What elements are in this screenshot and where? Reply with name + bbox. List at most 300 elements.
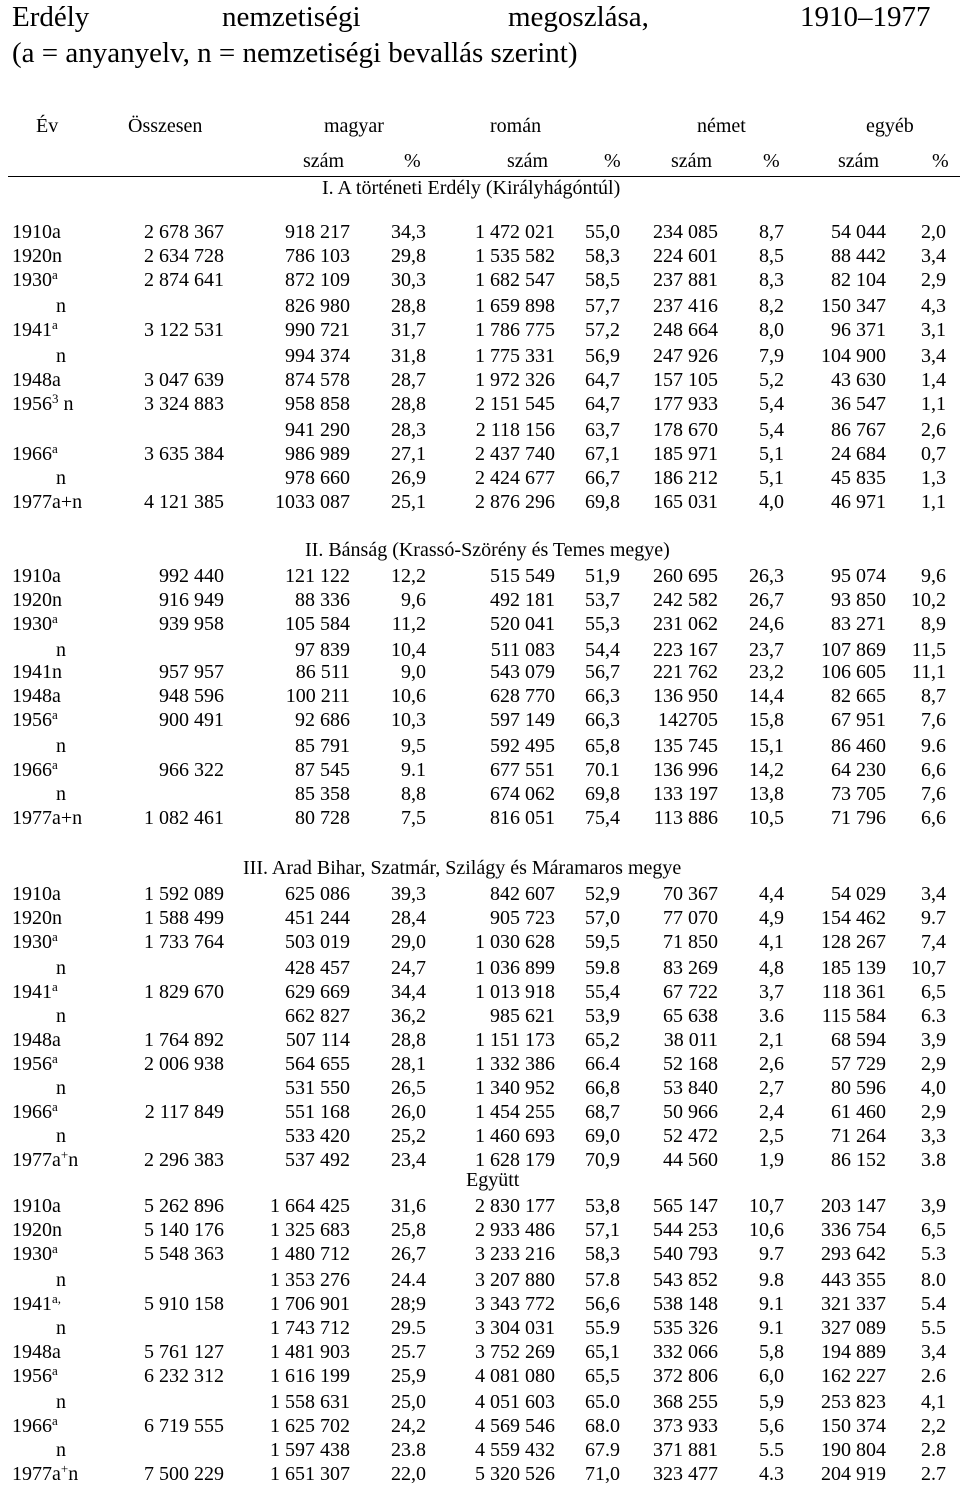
cell-roman-szam: 2 151 545: [475, 393, 555, 415]
cell-nemet-szam: 53 840: [663, 1077, 718, 1099]
cell-nemet-pct: 14,2: [749, 759, 784, 781]
cell-egyeb-szam: 24 684: [831, 443, 886, 465]
table-row: [0, 318, 960, 342]
cell-year-tail: n: [68, 1149, 79, 1171]
table-row: [0, 612, 960, 636]
header-group-magyar: magyar: [324, 115, 384, 137]
cell-nemet-pct: 8,5: [759, 245, 784, 267]
cell-year-sup: a: [52, 267, 58, 282]
cell-egyeb-szam: 82 104: [831, 269, 886, 291]
table-row: [0, 244, 960, 268]
cell-egyeb-pct: 5.3: [921, 1243, 946, 1265]
cell-magyar-pct: 31,7: [391, 319, 426, 341]
cell-nemet-szam: 44 560: [663, 1149, 718, 1171]
cell-year-sup: a: [52, 757, 58, 772]
cell-roman-pct: 63,7: [585, 419, 620, 441]
table-row: [0, 1004, 960, 1028]
cell-roman-pct: 64,7: [585, 393, 620, 415]
table-row: [0, 588, 960, 612]
cell-egyeb-szam: 93 850: [831, 589, 886, 611]
cell-nemet-pct: 23,7: [749, 639, 784, 661]
cell-roman-szam: 597 149: [490, 709, 555, 731]
cell-nemet-szam: 237 416: [653, 295, 718, 317]
cell-total: 6 232 312: [144, 1365, 224, 1387]
cell-roman-szam: 1 332 386: [475, 1053, 555, 1075]
table-row: [0, 906, 960, 930]
cell-nemet-pct: 4,1: [759, 931, 784, 953]
title-word-2: nemzetiségi: [222, 1, 361, 33]
cell-nemet-pct: 8,3: [759, 269, 784, 291]
cell-egyeb-pct: 3,4: [921, 1341, 946, 1363]
cell-egyeb-pct: 2.7: [921, 1463, 946, 1485]
cell-egyeb-szam: 80 596: [831, 1077, 886, 1099]
cell-roman-szam: 1 535 582: [475, 245, 555, 267]
table-row: [0, 1242, 960, 1266]
cell-roman-pct: 57,7: [585, 295, 620, 317]
cell-year-sup: a: [52, 1413, 58, 1428]
cell-year: [12, 490, 82, 514]
cell-magyar-szam: 105 584: [285, 613, 350, 635]
cell-magyar-pct: 7,5: [401, 807, 426, 829]
cell-roman-pct: 58,5: [585, 269, 620, 291]
cell-egyeb-szam: 154 462: [821, 907, 886, 929]
cell-nemet-pct: 3,7: [759, 981, 784, 1003]
cell-egyeb-szam: 73 705: [831, 783, 886, 805]
cell-nemet-pct: 8,2: [759, 295, 784, 317]
cell-magyar-pct: 25,2: [391, 1125, 426, 1147]
cell-nemet-pct: 5,8: [759, 1341, 784, 1363]
cell-nemet-pct: 26,7: [749, 589, 784, 611]
cell-nemet-pct: 2,4: [759, 1101, 784, 1123]
table-row: [0, 1462, 960, 1486]
cell-nemet-szam: 234 085: [653, 221, 718, 243]
cell-roman-szam: 1 659 898: [475, 295, 555, 317]
cell-roman-szam: 674 062: [490, 783, 555, 805]
cell-year: [12, 220, 61, 244]
cell-year-text: n: [56, 735, 66, 757]
cell-nemet-pct: 5,4: [759, 393, 784, 415]
cell-year-text: n: [56, 639, 66, 661]
cell-total: 966 322: [159, 759, 224, 781]
cell-egyeb-szam: 86 767: [831, 419, 886, 441]
table-row: [0, 1268, 960, 1292]
cell-year-text: 1941: [12, 1293, 52, 1315]
header-num: szám: [507, 150, 549, 172]
cell-nemet-pct: 8,7: [759, 221, 784, 243]
table-row: [0, 220, 960, 244]
cell-magyar-szam: 1 743 712: [270, 1317, 350, 1339]
cell-total: 900 491: [159, 709, 224, 731]
cell-year-text: 1956: [12, 1053, 52, 1075]
header-num: szám: [838, 150, 880, 172]
cell-roman-szam: 4 559 432: [475, 1439, 555, 1461]
cell-egyeb-pct: 2,9: [921, 1101, 946, 1123]
table-row: [0, 956, 960, 980]
cell-magyar-pct: 29.5: [391, 1317, 426, 1339]
cell-roman-szam: 5 320 526: [475, 1463, 555, 1485]
cell-egyeb-szam: 118 361: [821, 981, 886, 1003]
cell-roman-pct: 58,3: [585, 245, 620, 267]
cell-magyar-szam: 1 651 307: [270, 1463, 350, 1485]
cell-magyar-pct: 9.1: [401, 759, 426, 781]
table-row: [0, 564, 960, 588]
table-row: [0, 1218, 960, 1242]
cell-nemet-szam: 186 212: [653, 467, 718, 489]
cell-nemet-szam: 83 269: [663, 957, 718, 979]
cell-year-text: 1930: [12, 1243, 52, 1265]
cell-nemet-pct: 10,7: [749, 1195, 784, 1217]
cell-roman-pct: 53,9: [585, 1005, 620, 1027]
cell-total: 3 635 384: [144, 443, 224, 465]
cell-magyar-szam: 958 858: [285, 393, 350, 415]
cell-roman-szam: 2 876 296: [475, 491, 555, 513]
cell-year-text: 1966: [12, 1415, 52, 1437]
cell-roman-szam: 2 437 740: [475, 443, 555, 465]
cell-nemet-szam: 142705: [658, 709, 718, 731]
cell-roman-szam: 2 118 156: [475, 419, 555, 441]
cell-egyeb-szam: 106 605: [821, 661, 886, 683]
table-row: [0, 368, 960, 392]
cell-nemet-pct: 9.7: [759, 1243, 784, 1265]
cell-egyeb-szam: 162 227: [821, 1365, 886, 1387]
cell-magyar-szam: 428 457: [285, 957, 350, 979]
cell-magyar-szam: 1 558 631: [270, 1391, 350, 1413]
cell-nemet-pct: 2,7: [759, 1077, 784, 1099]
cell-magyar-szam: 629 669: [285, 981, 350, 1003]
title-word-1: Erdély: [12, 1, 90, 33]
cell-egyeb-szam: 43 630: [831, 369, 886, 391]
cell-magyar-szam: 986 989: [285, 443, 350, 465]
cell-year-sup: a: [52, 441, 58, 456]
cell-egyeb-pct: 10,7: [911, 957, 946, 979]
cell-year-text: 1930: [12, 931, 52, 953]
cell-nemet-pct: 5.5: [759, 1439, 784, 1461]
cell-magyar-pct: 29,0: [391, 931, 426, 953]
cell-egyeb-pct: 7,6: [921, 783, 946, 805]
cell-magyar-szam: 85 791: [295, 735, 350, 757]
cell-year: [12, 318, 58, 342]
table-row: [0, 782, 960, 806]
cell-egyeb-pct: 3,4: [921, 245, 946, 267]
cell-nemet-szam: 133 197: [653, 783, 718, 805]
cell-nemet-szam: 540 793: [653, 1243, 718, 1265]
cell-year-text: 1977a+n: [12, 807, 83, 829]
cell-roman-pct: 58,3: [585, 1243, 620, 1265]
cell-year-text: 1956: [12, 709, 52, 731]
cell-year-text: 1977a: [12, 1149, 61, 1171]
cell-roman-pct: 67.9: [585, 1439, 620, 1461]
header-year: Év: [36, 115, 59, 137]
cell-total: 2 006 938: [144, 1053, 224, 1075]
cell-nemet-pct: 2,6: [759, 1053, 784, 1075]
cell-year: [56, 294, 66, 318]
cell-year-sup: a: [52, 1099, 58, 1114]
cell-roman-pct: 69,8: [585, 783, 620, 805]
cell-roman-pct: 65,5: [585, 1365, 620, 1387]
cell-roman-szam: 511 083: [490, 639, 555, 661]
cell-total: 916 949: [159, 589, 224, 611]
cell-roman-pct: 57,1: [585, 1219, 620, 1241]
cell-magyar-szam: 533 420: [285, 1125, 350, 1147]
cell-nemet-pct: 2,5: [759, 1125, 784, 1147]
cell-year-text: n: [56, 467, 66, 489]
cell-nemet-pct: 8,0: [759, 319, 784, 341]
cell-nemet-szam: 323 477: [653, 1463, 718, 1485]
cell-year-text: 1920n: [12, 1219, 62, 1241]
cell-egyeb-pct: 10,2: [911, 589, 946, 611]
cell-year-text: 1956: [12, 393, 52, 415]
cell-nemet-szam: 538 148: [653, 1293, 718, 1315]
table-row: [0, 930, 960, 954]
table-row: [0, 1292, 960, 1316]
cell-year-tail: n: [58, 393, 74, 415]
cell-nemet-szam: 71 850: [663, 931, 718, 953]
cell-year-text: n: [56, 783, 66, 805]
cell-magyar-pct: 28,8: [391, 1029, 426, 1051]
cell-total: 3 122 531: [144, 319, 224, 341]
cell-roman-szam: 1 786 775: [475, 319, 555, 341]
cell-magyar-pct: 25,0: [391, 1391, 426, 1413]
cell-year: [12, 368, 61, 392]
cell-roman-pct: 66,3: [585, 709, 620, 731]
cell-egyeb-szam: 194 889: [821, 1341, 886, 1363]
cell-roman-pct: 70,9: [585, 1149, 620, 1171]
cell-year-sup: a: [52, 707, 58, 722]
cell-roman-pct: 66.4: [585, 1053, 620, 1075]
cell-roman-pct: 69,8: [585, 491, 620, 513]
section-title: III. Arad Bihar, Szatmár, Szilágy és Máramaros megye: [243, 857, 682, 879]
cell-year: [56, 782, 66, 806]
cell-magyar-szam: 1 481 903: [270, 1341, 350, 1363]
table-row: [0, 1100, 960, 1124]
cell-egyeb-szam: 71 264: [831, 1125, 886, 1147]
section-title: I. A történeti Erdély (Királyhágóntúl): [322, 177, 621, 199]
cell-roman-pct: 57.8: [585, 1269, 620, 1291]
cell-nemet-pct: 5,6: [759, 1415, 784, 1437]
cell-year-text: n: [56, 1317, 66, 1339]
cell-roman-szam: 492 181: [490, 589, 555, 611]
cell-egyeb-pct: 6,6: [921, 807, 946, 829]
cell-magyar-szam: 874 578: [285, 369, 350, 391]
cell-year-text: 1966: [12, 759, 52, 781]
cell-year: [12, 684, 61, 708]
cell-magyar-szam: 1 325 683: [270, 1219, 350, 1241]
cell-nemet-szam: 224 601: [653, 245, 718, 267]
cell-egyeb-pct: 3,4: [921, 883, 946, 905]
cell-roman-pct: 57,0: [585, 907, 620, 929]
cell-egyeb-pct: 6,5: [921, 981, 946, 1003]
cell-year: [12, 1218, 62, 1242]
cell-nemet-pct: 10,5: [749, 807, 784, 829]
cell-total: 5 761 127: [144, 1341, 224, 1363]
cell-egyeb-szam: 336 754: [821, 1219, 886, 1241]
cell-year-text: n: [56, 345, 66, 367]
cell-total: 1 592 089: [144, 883, 224, 905]
cell-year: [12, 612, 58, 636]
cell-nemet-pct: 4,4: [759, 883, 784, 905]
cell-nemet-pct: 9.8: [759, 1269, 784, 1291]
cell-nemet-pct: 7,9: [759, 345, 784, 367]
cell-roman-szam: 1 972 326: [475, 369, 555, 391]
cell-egyeb-szam: 67 951: [831, 709, 886, 731]
cell-nemet-szam: 544 253: [653, 1219, 718, 1241]
cell-egyeb-pct: 9,6: [921, 565, 946, 587]
cell-magyar-szam: 531 550: [285, 1077, 350, 1099]
cell-year-text: 1941: [12, 981, 52, 1003]
cell-roman-pct: 64,7: [585, 369, 620, 391]
cell-year-text: 1920n: [12, 245, 62, 267]
cell-year-text: n: [56, 957, 66, 979]
cell-egyeb-szam: 64 230: [831, 759, 886, 781]
cell-egyeb-pct: 6,5: [921, 1219, 946, 1241]
cell-egyeb-pct: 8.0: [921, 1269, 946, 1291]
cell-magyar-szam: 551 168: [285, 1101, 350, 1123]
cell-nemet-szam: 52 472: [663, 1125, 718, 1147]
cell-roman-pct: 65,8: [585, 735, 620, 757]
cell-egyeb-pct: 1,1: [921, 491, 946, 513]
cell-total: 1 764 892: [144, 1029, 224, 1051]
cell-total: 7 500 229: [144, 1463, 224, 1485]
cell-egyeb-szam: 83 271: [831, 613, 886, 635]
cell-nemet-szam: 373 933: [653, 1415, 718, 1437]
cell-egyeb-pct: 7,6: [921, 709, 946, 731]
cell-nemet-pct: 24,6: [749, 613, 784, 635]
header-pct: %: [763, 150, 780, 172]
cell-nemet-pct: 4,0: [759, 491, 784, 513]
cell-egyeb-szam: 253 823: [821, 1391, 886, 1413]
cell-magyar-szam: 826 980: [285, 295, 350, 317]
cell-nemet-szam: 67 722: [663, 981, 718, 1003]
cell-roman-pct: 59,5: [585, 931, 620, 953]
cell-egyeb-szam: 95 074: [831, 565, 886, 587]
cell-magyar-pct: 22,0: [391, 1463, 426, 1485]
cell-magyar-szam: 1 664 425: [270, 1195, 350, 1217]
cell-roman-szam: 985 621: [490, 1005, 555, 1027]
cell-egyeb-szam: 61 460: [831, 1101, 886, 1123]
cell-magyar-pct: 39,3: [391, 883, 426, 905]
cell-egyeb-szam: 128 267: [821, 931, 886, 953]
cell-egyeb-pct: 2,6: [921, 419, 946, 441]
cell-total: 1 082 461: [144, 807, 224, 829]
cell-year-sup: a: [52, 317, 58, 332]
cell-year: [12, 1340, 61, 1364]
cell-total: 2 678 367: [144, 221, 224, 243]
cell-egyeb-pct: 9.6: [921, 735, 946, 757]
cell-nemet-pct: 14,4: [749, 685, 784, 707]
cell-nemet-szam: 165 031: [653, 491, 718, 513]
cell-magyar-pct: 11,2: [391, 613, 426, 635]
cell-egyeb-szam: 86 152: [831, 1149, 886, 1171]
cell-nemet-szam: 260 695: [653, 565, 718, 587]
cell-total: 5 262 896: [144, 1195, 224, 1217]
cell-egyeb-szam: 104 900: [821, 345, 886, 367]
cell-magyar-pct: 34,3: [391, 221, 426, 243]
cell-nemet-szam: 372 806: [653, 1365, 718, 1387]
cell-magyar-szam: 1 480 712: [270, 1243, 350, 1265]
table-row: [0, 1438, 960, 1462]
table-row: [0, 1340, 960, 1364]
cell-total: 1 588 499: [144, 907, 224, 929]
cell-total: 5 548 363: [144, 1243, 224, 1265]
cell-magyar-pct: 23.8: [391, 1439, 426, 1461]
cell-egyeb-szam: 150 374: [821, 1415, 886, 1437]
cell-year-sup: a: [52, 979, 58, 994]
title-word-3: megoszlása,: [508, 1, 649, 33]
cell-magyar-pct: 36,2: [391, 1005, 426, 1027]
cell-egyeb-pct: 2.8: [921, 1439, 946, 1461]
cell-magyar-szam: 941 290: [285, 419, 350, 441]
table-row: [0, 638, 960, 662]
cell-roman-pct: 53,8: [585, 1195, 620, 1217]
cell-roman-szam: 1 454 255: [475, 1101, 555, 1123]
cell-year-text: 1910a: [12, 221, 61, 243]
cell-magyar-szam: 87 545: [295, 759, 350, 781]
cell-total: 1 829 670: [144, 981, 224, 1003]
cell-egyeb-pct: 3,3: [921, 1125, 946, 1147]
cell-magyar-pct: 28,3: [391, 419, 426, 441]
cell-roman-pct: 59.8: [585, 957, 620, 979]
cell-year-text: 1966: [12, 443, 52, 465]
table-row: [0, 882, 960, 906]
page-subtitle: (a = anyanyelv, n = nemzetiségi bevallás szerint): [12, 37, 578, 69]
cell-egyeb-pct: 7,4: [921, 931, 946, 953]
cell-nemet-szam: 77 070: [663, 907, 718, 929]
cell-roman-pct: 53,7: [585, 589, 620, 611]
table-row: [0, 490, 960, 514]
cell-year-sup: +: [60, 1147, 69, 1162]
cell-magyar-pct: 25,8: [391, 1219, 426, 1241]
cell-year-text: 1977a+n: [12, 491, 83, 513]
cell-year: [12, 588, 62, 612]
cell-magyar-pct: 9,0: [401, 661, 426, 683]
cell-nemet-szam: 157 105: [653, 369, 718, 391]
cell-total: 5 910 158: [144, 1293, 224, 1315]
cell-magyar-szam: 85 358: [295, 783, 350, 805]
cell-magyar-pct: 28,7: [391, 369, 426, 391]
cell-egyeb-szam: 45 835: [831, 467, 886, 489]
cell-total: 6 719 555: [144, 1415, 224, 1437]
cell-nemet-szam: 70 367: [663, 883, 718, 905]
cell-roman-pct: 67,1: [585, 443, 620, 465]
cell-year-text: 1948a: [12, 1341, 61, 1363]
cell-roman-szam: 1 460 693: [475, 1125, 555, 1147]
cell-egyeb-pct: 2,0: [921, 221, 946, 243]
cell-nemet-szam: 178 670: [653, 419, 718, 441]
cell-year-text: 1956: [12, 1365, 52, 1387]
cell-egyeb-pct: 5.4: [921, 1293, 946, 1315]
cell-magyar-szam: 80 728: [295, 807, 350, 829]
table-row: [0, 1194, 960, 1218]
header-group-roman: román: [490, 115, 542, 137]
cell-egyeb-szam: 115 584: [821, 1005, 886, 1027]
table-row: [0, 1124, 960, 1148]
cell-year-text: 1910a: [12, 883, 61, 905]
cell-year-text: n: [56, 1269, 66, 1291]
cell-egyeb-szam: 321 337: [821, 1293, 886, 1315]
section-title: II. Bánság (Krassó-Szörény és Temes megye): [305, 539, 670, 561]
cell-roman-szam: 1 030 628: [475, 931, 555, 953]
cell-year: [12, 1028, 61, 1052]
cell-total: 5 140 176: [144, 1219, 224, 1241]
cell-year: [56, 1004, 66, 1028]
cell-roman-szam: 905 723: [490, 907, 555, 929]
cell-egyeb-szam: 88 442: [831, 245, 886, 267]
cell-roman-szam: 520 041: [490, 613, 555, 635]
cell-magyar-szam: 872 109: [285, 269, 350, 291]
cell-year: [12, 1242, 58, 1266]
cell-magyar-szam: 121 122: [285, 565, 350, 587]
cell-roman-szam: 4 569 546: [475, 1415, 555, 1437]
